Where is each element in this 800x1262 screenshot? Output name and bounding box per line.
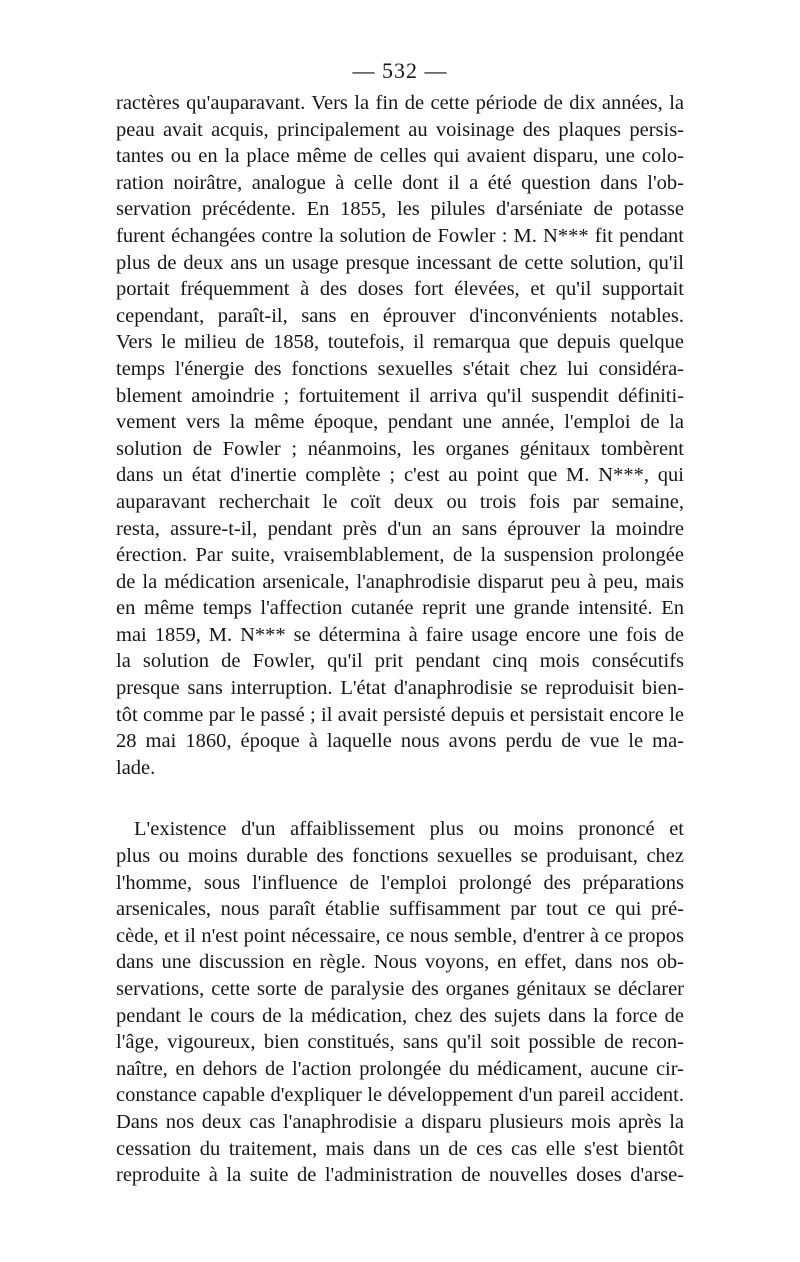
text-line: tantes ou en la place même de celles qui avaient disparu, une colo-	[116, 145, 684, 168]
text-line: l'homme, sous l'influence de l'emploi prolongé des préparations	[116, 871, 684, 894]
paragraph-spacer	[116, 781, 684, 816]
text-line: naître, en dehors de l'action prolongée du médicament, aucune cir-	[116, 1057, 684, 1080]
text-line: servation précédente. En 1855, les pilules d'arséniate de potasse	[116, 198, 684, 221]
text-line: peau avait acquis, principalement au voisinage des plaques persis-	[116, 118, 684, 141]
text-line: portait fréquemment à des doses fort élevées, et qu'il supportait	[116, 278, 684, 301]
text-line: 28 mai 1860, époque à laquelle nous avons perdu de vue le ma-	[116, 730, 684, 753]
text-line: servations, cette sorte de paralysie des organes génitaux se déclarer	[116, 978, 684, 1000]
text-line: solution de Fowler ; néanmoins, les organes génitaux tombèrent	[116, 437, 684, 460]
text-line: plus ou moins durable des fonctions sexuelles se produisant, chez	[116, 845, 684, 868]
text-line: reproduite à la suite de l'administration de nouvelles doses d'arse-	[116, 1164, 684, 1187]
text-line: temps l'énergie des fonctions sexuelles s'était chez lui considéra-	[116, 357, 684, 380]
text-line: ration noirâtre, analogue à celle dont il a été question dans l'ob-	[116, 171, 684, 194]
text-line: cède, et il n'est point nécessaire, ce nous semble, d'entrer à ce propos	[116, 924, 684, 947]
text-line: resta, assure-t-il, pendant près d'un an sans éprouver la moindre	[116, 517, 684, 540]
text-line: plus de deux ans un usage presque incessant de cette solution, qu'il	[116, 251, 684, 274]
text-line: cessation du traitement, mais dans un de ces cas elle s'est bientôt	[116, 1137, 684, 1160]
text-line: auparavant recherchait le coït deux ou trois fois par semaine,	[116, 490, 684, 513]
text-line: l'âge, vigoureux, bien constitués, sans qu'il soit possible de recon-	[116, 1031, 684, 1054]
paragraph-2	[116, 816, 684, 1188]
text-line: arsenicales, nous paraît établie suffisamment par tout ce qui pré-	[116, 898, 684, 921]
body-text	[116, 90, 684, 1189]
text-line: pendant le cours de la médication, chez des sujets dans la force de	[116, 1004, 684, 1027]
text-line: dans un état d'inertie complète ; c'est au point que M. N***, qui	[116, 464, 684, 487]
text-line: de la médication arsenicale, l'anaphrodisie disparut peu à peu, mais	[116, 570, 684, 593]
text-line: la solution de Fowler, qu'il prit pendant cinq mois consécutifs	[116, 650, 684, 673]
text-line: ractères qu'auparavant. Vers la fin de cette période de dix années, la	[116, 92, 684, 114]
text-line: cependant, paraît-il, sans en éprouver d'inconvénients notables.	[116, 304, 684, 327]
text-line: dans une discussion en règle. Nous voyons, en effet, dans nos ob-	[116, 951, 684, 974]
text-line: L'existence d'un affaiblissement plus ou moins prononcé et	[134, 818, 684, 841]
text-line: Dans nos deux cas l'anaphrodisie a disparu plusieurs mois après la	[116, 1110, 684, 1133]
text-line: mai 1859, M. N*** se détermina à faire usage encore une fois de	[116, 623, 684, 646]
text-line: lade.	[116, 756, 156, 779]
text-line: blement amoindrie ; fortuitement il arriva qu'il suspendit définiti-	[116, 384, 684, 407]
text-line: Vers le milieu de 1858, toutefois, il remarqua que depuis quelque	[116, 331, 684, 354]
page-number: — 532 —	[352, 58, 448, 83]
text-line: presque sans interruption. L'état d'anaphrodisie se reproduisit bien-	[116, 677, 684, 700]
text-line: constance capable d'expliquer le développement d'un pareil accident.	[116, 1084, 684, 1107]
text-line: furent échangées contre la solution de Fowler : M. N*** fit pendant	[116, 224, 684, 247]
text-line: en même temps l'affection cutanée reprit une grande intensité. En	[116, 597, 684, 620]
text-line: vement vers la même époque, pendant une année, l'emploi de la	[116, 411, 684, 434]
text-line: tôt comme par le passé ; il avait persisté depuis et persistait encore le	[116, 703, 684, 726]
text-line: érection. Par suite, vraisemblablement, de la suspension prolongée	[116, 544, 684, 567]
paragraph-1	[116, 90, 684, 781]
